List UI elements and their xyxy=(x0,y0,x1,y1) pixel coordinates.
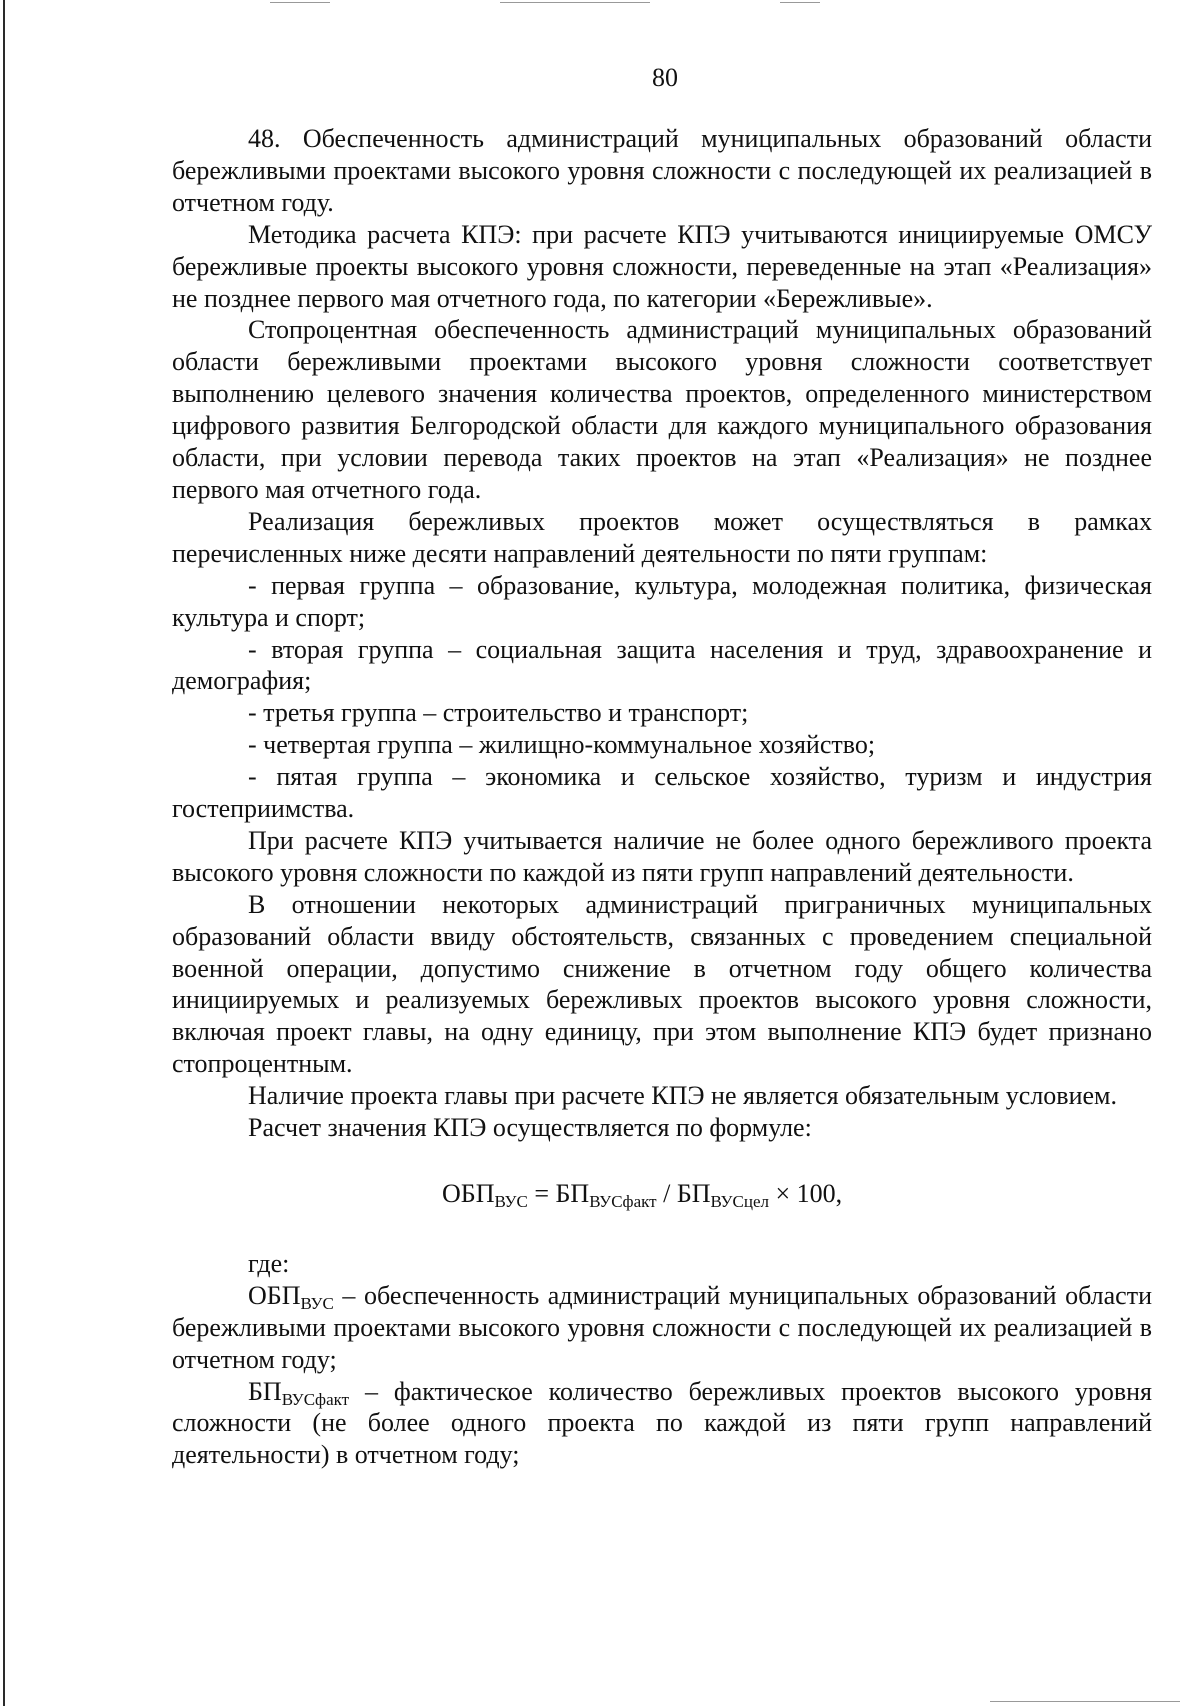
formula xyxy=(172,1178,1152,1210)
list-item-group-2: - вторая группа – социальная защита населения и труд, здравоохранение и демография; xyxy=(172,634,1152,696)
list-item-group-3: - третья группа – строительство и транспорт; xyxy=(248,698,749,728)
paragraph-border-exception: В отношении некоторых администраций приграничных муниципальных образований области ввиду обстоятельств, связанных с проведением специальной военной операции, допустимо снижение в отчетном году общего количества инициируемых и реализуемых бережливых проектов высокого уровня сложности, включая проект главы, на одну единицу, при этом выполнение КПЭ будет признано стопроцентным. xyxy=(172,889,1152,1079)
definition-obp-text: – обеспеченность администраций муниципальных образований области бережливыми проектами высокого уровня сложности с последующей их реализацией в отчетном году; xyxy=(172,1280,1152,1374)
list-item-group-5: - пятая группа – экономика и сельское хозяйство, туризм и индустрия гостеприимства. xyxy=(172,762,1152,824)
definition-obp-symbol: ОБП xyxy=(248,1280,301,1310)
list-item-group-1: - первая группа – образование, культура, молодежная политика, физическая культура и спорт; xyxy=(172,570,1152,632)
definition-bp-fact-sub: ВУСфакт xyxy=(281,1389,350,1409)
scan-artifact xyxy=(270,2,330,3)
formula-divide: / xyxy=(656,1179,677,1208)
definition-bp-fact xyxy=(172,1376,1152,1472)
paragraph-directions: Реализация бережливых проектов может осуществляться в рамках перечисленных ниже десяти направлений деятельности по пяти группам: xyxy=(172,506,1152,568)
paragraph-methodology: Методика расчета КПЭ: при расчете КПЭ учитываются инициируемые ОМСУ бережливые проекты высокого уровня сложности, переведенные на этап «Реализация» не позднее первого мая отчетного года, по категории «Бережливые». xyxy=(172,219,1152,313)
formula-tail: × 100, xyxy=(769,1179,843,1208)
document-body xyxy=(172,123,1152,1471)
page-number: 80 xyxy=(652,63,678,92)
scan-artifact xyxy=(780,2,820,3)
paragraph-head-project: Наличие проекта главы при расчете КПЭ не является обязательным условием. xyxy=(248,1081,1117,1111)
formula-lhs-sub: ВУС xyxy=(494,1192,528,1211)
definition-bp-fact-text: – фактическое количество бережливых проектов высокого уровня сложности (не более одного проекта по каждой из пяти групп направлений деятельности) в отчетном году; xyxy=(172,1376,1152,1470)
paragraph-one-per-group: При расчете КПЭ учитывается наличие не более одного бережливого проекта высокого уровня сложности по каждой из пяти групп направлений деятельности. xyxy=(172,825,1152,887)
formula-denominator: БП xyxy=(676,1179,711,1208)
formula-equals: = xyxy=(527,1179,556,1208)
scan-edge xyxy=(3,0,5,1706)
definition-obp-sub: ВУС xyxy=(300,1293,334,1313)
paragraph-full-coverage: Стопроцентная обеспеченность администраций муниципальных образований области бережливыми проектами высокого уровня сложности соответствует выполнению целевого значения количества проектов, определенного министерством цифрового развития Белгородской области для каждого муниципального образования области, при условии перевода таких проектов на этап «Реализация» не позднее первого мая отчетного года. xyxy=(172,315,1152,504)
paragraph-kpi-title: 48. Обеспеченность администраций муниципальных образований области бережливыми проектами высокого уровня сложности с последующей их реализацией в отчетном году. xyxy=(172,124,1152,217)
definition-bp-fact-symbol: БП xyxy=(248,1376,282,1406)
formula-denominator-sub: ВУСцел xyxy=(710,1192,770,1211)
list-item-group-4: - четвертая группа – жилищно-коммунальное хозяйство; xyxy=(248,730,876,760)
paragraph-formula-intro: Расчет значения КПЭ осуществляется по формуле: xyxy=(248,1113,812,1143)
formula-numerator: БП xyxy=(555,1179,590,1208)
definition-obp xyxy=(172,1280,1152,1376)
formula-numerator-sub: ВУСфакт xyxy=(589,1192,657,1211)
scan-artifact xyxy=(990,1701,1180,1702)
formula-lhs: ОБП xyxy=(442,1179,495,1208)
scan-artifact xyxy=(500,2,650,3)
where-label: где: xyxy=(248,1248,290,1278)
